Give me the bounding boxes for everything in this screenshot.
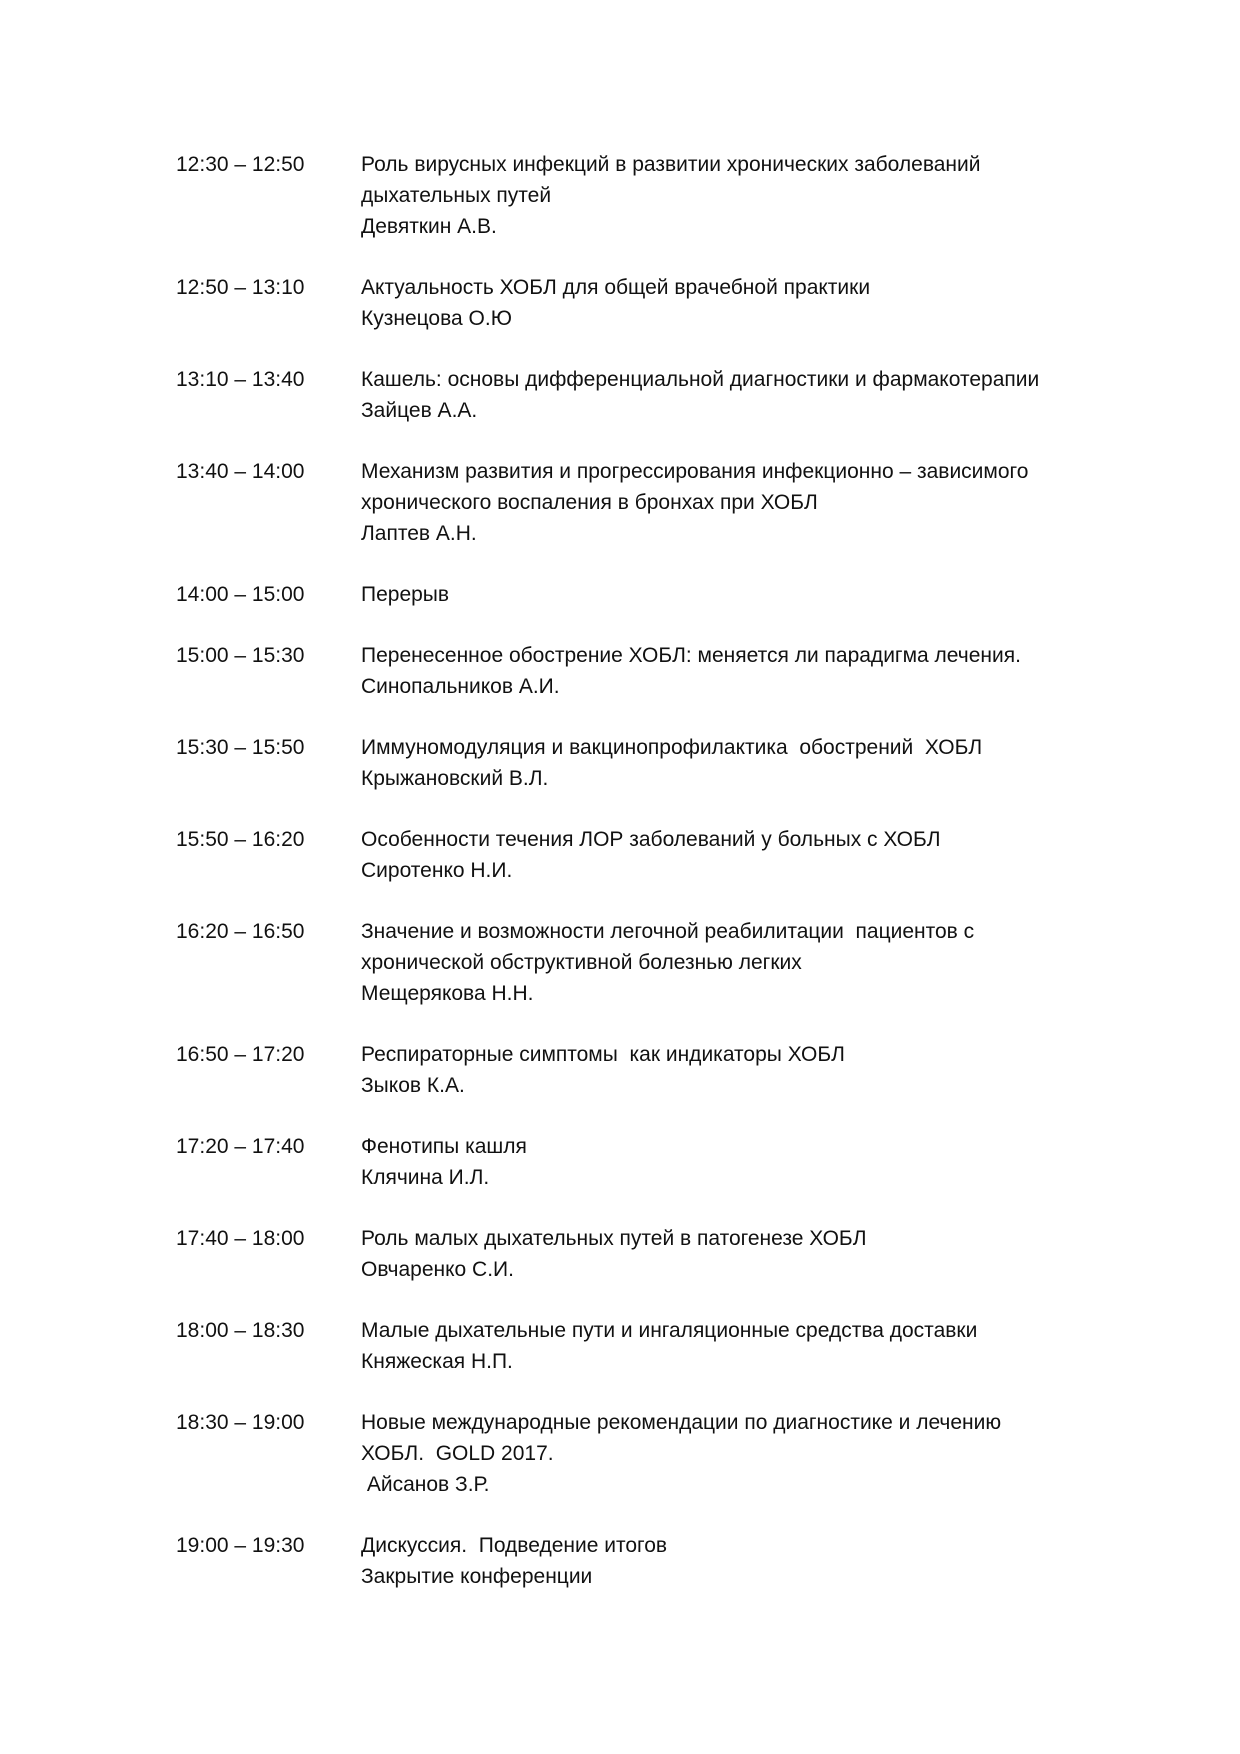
schedule-entry <box>176 1131 1116 1193</box>
entry-line: Малые дыхательные пути и ингаляционные средства доставки <box>361 1319 978 1342</box>
schedule-entry <box>176 1530 1116 1592</box>
entry-details <box>361 1223 1116 1285</box>
entry-details <box>361 1530 1116 1592</box>
entry-line: Новые международные рекомендации по диагностике и лечению <box>361 1411 1002 1434</box>
entry-line: Особенности течения ЛОР заболеваний у больных с ХОБЛ <box>361 828 941 851</box>
entry-time: 13:10 – 13:40 <box>176 368 305 391</box>
entry-details <box>361 1315 1116 1377</box>
entry-time: 18:30 – 19:00 <box>176 1411 305 1434</box>
entry-details <box>361 456 1116 549</box>
entry-time: 17:40 – 18:00 <box>176 1227 305 1250</box>
entry-details <box>361 916 1116 1009</box>
entry-line: ХОБЛ. GOLD 2017. <box>361 1442 554 1465</box>
entry-time: 16:50 – 17:20 <box>176 1043 305 1066</box>
entry-line: Перенесенное обострение ХОБЛ: меняется ли парадигма лечения. <box>361 644 1021 667</box>
entry-line: Закрытие конференции <box>361 1565 593 1588</box>
entry-line: Крыжановский В.Л. <box>361 767 549 790</box>
entry-line: Фенотипы кашля <box>361 1135 527 1158</box>
entry-time: 15:50 – 16:20 <box>176 828 305 851</box>
entry-time: 16:20 – 16:50 <box>176 920 305 943</box>
entry-time: 15:00 – 15:30 <box>176 644 305 667</box>
entry-line: Кашель: основы дифференциальной диагностики и фармакотерапии <box>361 368 1040 391</box>
entry-line: Перерыв <box>361 583 450 606</box>
schedule-list <box>176 149 1116 1622</box>
entry-time: 18:00 – 18:30 <box>176 1319 305 1342</box>
entry-line: Синопальников А.И. <box>361 675 560 698</box>
entry-time: 15:30 – 15:50 <box>176 736 305 759</box>
schedule-entry <box>176 824 1116 886</box>
entry-time: 17:20 – 17:40 <box>176 1135 305 1158</box>
entry-line: Лаптев А.Н. <box>361 522 477 545</box>
entry-time: 14:00 – 15:00 <box>176 583 305 606</box>
schedule-entry <box>176 916 1116 1009</box>
schedule-entry <box>176 456 1116 549</box>
entry-line: Значение и возможности легочной реабилитации пациентов с <box>361 920 975 943</box>
entry-line: Дискуссия. Подведение итогов <box>361 1534 668 1557</box>
entry-line: Роль вирусных инфекций в развитии хронических заболеваний <box>361 153 981 176</box>
entry-line: дыхательных путей <box>361 184 552 207</box>
entry-line: Роль малых дыхательных путей в патогенезе ХОБЛ <box>361 1227 867 1250</box>
entry-line: Иммуномодуляция и вакцинопрофилактика обострений ХОБЛ <box>361 736 983 759</box>
entry-line: Айсанов З.Р. <box>361 1473 490 1496</box>
entry-time: 19:00 – 19:30 <box>176 1534 305 1557</box>
schedule-entry <box>176 732 1116 794</box>
entry-details <box>361 1131 1116 1193</box>
entry-line: Зайцев А.А. <box>361 399 478 422</box>
entry-details <box>361 579 1116 610</box>
entry-time: 12:50 – 13:10 <box>176 276 305 299</box>
schedule-entry <box>176 1407 1116 1500</box>
entry-line: Зыков К.А. <box>361 1074 465 1097</box>
entry-line: Механизм развития и прогрессирования инфекционно – зависимого <box>361 460 1029 483</box>
schedule-entry <box>176 364 1116 426</box>
schedule-entry <box>176 1039 1116 1101</box>
entry-line: Сиротенко Н.И. <box>361 859 513 882</box>
entry-line: Мещерякова Н.Н. <box>361 982 534 1005</box>
entry-details <box>361 640 1116 702</box>
entry-details <box>361 272 1116 334</box>
schedule-entry <box>176 640 1116 702</box>
entry-line: хронической обструктивной болезнью легких <box>361 951 802 974</box>
entry-line: Респираторные симптомы как индикаторы ХОБЛ <box>361 1043 845 1066</box>
schedule-entry <box>176 272 1116 334</box>
entry-line: Девяткин А.В. <box>361 215 497 238</box>
entry-details <box>361 732 1116 794</box>
entry-line: Овчаренко С.И. <box>361 1258 514 1281</box>
schedule-entry <box>176 1223 1116 1285</box>
entry-details <box>361 149 1116 242</box>
entry-line: Кузнецова О.Ю <box>361 307 512 330</box>
schedule-entry <box>176 579 1116 610</box>
entry-line: Княжеская Н.П. <box>361 1350 513 1373</box>
schedule-entry <box>176 1315 1116 1377</box>
entry-line: хронического воспаления в бронхах при ХОБЛ <box>361 491 818 514</box>
entry-line: Актуальность ХОБЛ для общей врачебной практики <box>361 276 871 299</box>
entry-details <box>361 824 1116 886</box>
entry-details <box>361 364 1116 426</box>
entry-details <box>361 1407 1116 1500</box>
entry-time: 12:30 – 12:50 <box>176 153 305 176</box>
entry-line: Клячина И.Л. <box>361 1166 490 1189</box>
entry-details <box>361 1039 1116 1101</box>
entry-time: 13:40 – 14:00 <box>176 460 305 483</box>
schedule-entry <box>176 149 1116 242</box>
